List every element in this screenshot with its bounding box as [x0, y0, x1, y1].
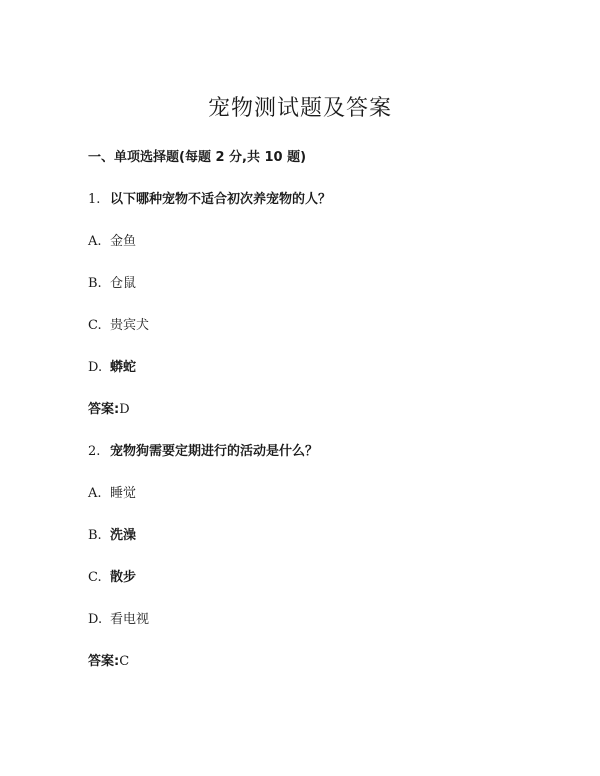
answer-label: 答案:	[88, 402, 120, 417]
option-letter: D.	[88, 360, 103, 375]
question-text: 宠物狗需要定期进行的活动是什么？	[110, 444, 319, 459]
option-text: 睡觉	[110, 486, 137, 501]
option-2c	[88, 568, 136, 588]
option-1c	[88, 316, 149, 336]
question-2	[88, 442, 318, 462]
option-text: 看电视	[110, 612, 150, 627]
option-text: 洗澡	[110, 528, 137, 543]
option-2a	[88, 484, 136, 504]
option-2b	[88, 526, 136, 546]
option-text: 散步	[110, 570, 137, 585]
question-number: 1.	[88, 192, 101, 207]
option-letter: A.	[88, 234, 102, 249]
option-letter: A.	[88, 486, 102, 501]
answer-value: C	[119, 654, 130, 669]
option-letter: C.	[88, 570, 102, 585]
answer-1	[88, 400, 130, 420]
answer-2	[88, 652, 129, 672]
option-letter: C.	[88, 318, 102, 333]
section-heading: 一、单项选择题(每题 2 分,共 10 题)	[88, 150, 307, 165]
option-text: 蟒蛇	[110, 360, 137, 375]
option-1b	[88, 274, 136, 294]
question-number: 2.	[88, 444, 101, 459]
option-letter: B.	[88, 276, 102, 291]
option-letter: D.	[88, 612, 103, 627]
option-1a	[88, 232, 136, 252]
option-letter: B.	[88, 528, 102, 543]
page-title: 宠物测试题及答案	[207, 96, 392, 121]
question-1	[88, 190, 331, 210]
question-text: 以下哪种宠物不适合初次养宠物的人？	[110, 192, 332, 207]
option-text: 贵宾犬	[110, 318, 150, 333]
option-1d	[88, 358, 136, 378]
option-text: 仓鼠	[110, 276, 137, 291]
option-text: 金鱼	[110, 234, 137, 249]
answer-value: D	[119, 402, 130, 417]
option-2d	[88, 610, 149, 630]
answer-label: 答案:	[88, 654, 120, 669]
